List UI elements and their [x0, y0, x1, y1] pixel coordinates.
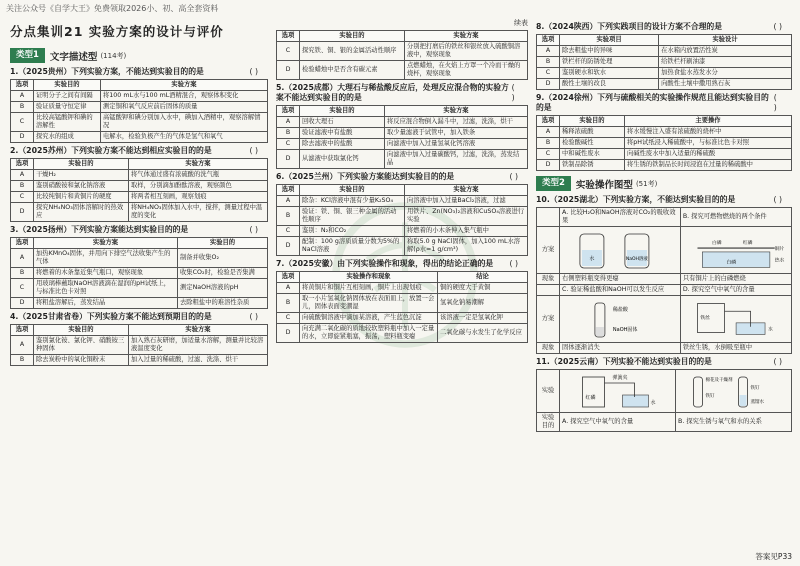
label-naoh-solid: NaOH固体: [612, 327, 638, 333]
question-3: [10, 225, 268, 235]
cell-purpose: 除去滤液中的盐酸: [300, 139, 385, 150]
cell-option: C: [537, 68, 560, 79]
cell-option: A: [11, 91, 34, 102]
header-plan: 实验方案: [34, 238, 178, 249]
cell-plan: 用铁片、Zn(NO₃)₂溶液和CuSO₄溶液进行实验: [405, 207, 528, 226]
cell-option: B: [11, 102, 34, 113]
answer-paren: ( ): [509, 172, 518, 181]
cell-option: B: [277, 294, 300, 313]
table-row: [11, 91, 268, 102]
option-c-phenomenon: 固体逐渐消失: [560, 343, 681, 354]
cell-option: D: [277, 61, 300, 80]
option-c-purpose: C. 验证稀盐酸和NaOH可以发生反应: [560, 285, 681, 296]
cell-plan: 将反应混合物倒入漏斗中，过滤，洗涤，烘干: [385, 117, 528, 128]
cell-operation: 将生锈的铁制品长时间浸泡在过量的稀硫酸中: [625, 160, 792, 171]
row-label-phenomenon: 现象: [537, 343, 560, 354]
cell-option: C: [11, 192, 34, 203]
question-2: [10, 146, 268, 156]
question-stem: 1.（2025贵州）下列实验方案，不能达到实验目的的是: [10, 67, 204, 76]
header-plan: 实验方案: [405, 31, 528, 42]
cell-conclusion: 氢氧化钠易潮解: [438, 294, 528, 313]
label-hcl: 稀盐酸: [612, 307, 628, 313]
cell-purpose: 检验酸碱性: [560, 138, 625, 149]
cell-design: 给铁栏杆刷油漆: [659, 57, 792, 68]
cell-purpose: 除杂：KCl溶液中混有少量K₂SO₄: [300, 196, 405, 207]
table-row: [277, 294, 528, 313]
cell-purpose: 测定NaOH溶液的pH: [178, 279, 268, 298]
section-type1: [10, 48, 268, 63]
cell-purpose: 去除粗盐中的难溶性杂质: [178, 298, 268, 309]
continued-label: 续表: [514, 19, 528, 27]
cell-purpose: 铁制品除锈: [560, 160, 625, 171]
label-water-d: 水: [767, 327, 773, 333]
cell-operation: 向碱性废水中加入适量的稀硫酸: [625, 149, 792, 160]
cell-operation: 向充满二氧化碳的质地较软塑料瓶中加入一定量的水，立即旋紧瓶塞，振荡，塑料瓶变瘪: [300, 324, 438, 343]
cell-purpose: 中和碱性废水: [560, 149, 625, 160]
header-plan: 实验方案: [129, 159, 268, 170]
label-white-p: 白磷: [711, 241, 722, 247]
table-row: [277, 313, 528, 324]
header-option: 选项: [11, 238, 34, 249]
section-tag: 类型2: [536, 176, 571, 191]
cell-option: A: [11, 170, 34, 181]
cell-plan: 将100 mL水与100 mL酒精混合，观察体积变化: [101, 91, 268, 102]
table-row: [537, 57, 792, 68]
label-red-p: 红磷: [742, 241, 753, 247]
cell-option: A: [537, 127, 560, 138]
cell-option: D: [537, 160, 560, 171]
option-b-purpose: B. 探究可燃物燃烧的两个条件: [680, 208, 791, 227]
row-label-empty: [537, 285, 560, 296]
question-4: [10, 312, 268, 322]
cell-plan: 将两者相互刻画，观察划痕: [129, 192, 268, 203]
cell-plan: 将燃着的木条靠近集气瓶口，观察现象: [34, 268, 178, 279]
table-row: [537, 46, 792, 57]
table-row: [11, 279, 268, 298]
cell-plan: 用玻璃棒蘸取NaOH溶液滴在湿润的pH试纸上，与标准比色卡对照: [34, 279, 178, 298]
label-nail-1: 铁钉: [705, 394, 715, 399]
row-label-experiment: 实验: [537, 370, 560, 413]
header-option: 选项: [11, 80, 34, 91]
cell-plan: 点燃蜡烛，在火焰上方罩一个冷而干燥的烧杯，观察现象: [405, 61, 528, 80]
table-row: [537, 160, 792, 171]
table-row: [277, 283, 528, 294]
cell-purpose: 从滤液中获取氯化钙: [300, 150, 385, 169]
table-row: [277, 42, 528, 61]
question-1: [10, 67, 268, 77]
table-row: [11, 268, 268, 279]
header-purpose: 实验目的: [34, 159, 129, 170]
cell-purpose: 比较高锰酸钾和碘的溶解性: [34, 113, 101, 132]
table-row: [11, 113, 268, 132]
cell-plan: 电解水，检验负极产生的气体是氢气和氧气: [101, 132, 268, 143]
header-option: 选项: [11, 325, 34, 336]
answer-paren: ( ): [773, 195, 782, 204]
table-row: [11, 170, 268, 181]
cell-purpose: 鉴别：N₂和CO₂: [300, 226, 405, 237]
cell-plan: 分别把打磨后的铁丝和银丝放入硫酸铜溶液中，观察现象: [405, 42, 528, 61]
cell-option: B: [537, 57, 560, 68]
table-row: [277, 128, 528, 139]
header-plan: 实验方案: [101, 80, 268, 91]
table-row: [537, 127, 792, 138]
top-note: 关注公众号《自学大王》免费领取2026小、初、高全套资料: [6, 4, 219, 13]
table-row: [277, 324, 528, 343]
cell-purpose: 干燥H₂: [34, 170, 129, 181]
cell-option: D: [277, 324, 300, 343]
figure-11b: [676, 370, 792, 413]
option-a-phenomenon: 右侧塑料瓶变得更瘪: [560, 274, 681, 285]
cell-purpose: 比较纯铜片和黄铜片的硬度: [34, 192, 129, 203]
cell-plan: 将燃着的小木条伸入集气瓶中: [405, 226, 528, 237]
question-stem: 8.（2024陕西）下列实践项目的设计方案不合理的是: [536, 22, 723, 31]
table-row: [537, 138, 792, 149]
question-stem: 6.（2025兰州）下列实验方案能达到实验目的的是: [276, 172, 455, 181]
header-operation: 实验操作和现象: [300, 272, 438, 283]
table-q2: [10, 158, 268, 222]
table-row: [11, 336, 268, 355]
cell-option: C: [11, 113, 34, 132]
section-name: 实验操作图型: [575, 179, 633, 191]
cell-purpose: 验证：铁、铜、银三种金属的活动性顺序: [300, 207, 405, 226]
cell-option: B: [11, 355, 34, 366]
cell-plan: 取少量滤液于试管中，加入铁条: [385, 128, 528, 139]
table-q4: [10, 324, 268, 366]
cell-conclusion: 该溶液一定是氢氧化钾: [438, 313, 528, 324]
figure-b: [680, 227, 791, 274]
table-q8: [536, 34, 792, 90]
cell-conclusion: 二氧化碳与水发生了化学反应: [438, 324, 528, 343]
option-b-purpose-11: B. 探究生锈与氧气和水的关系: [676, 413, 792, 432]
label-nail-2: 铁钉: [750, 386, 760, 391]
cell-operation: 将pH试纸浸入稀硫酸中，与标准比色卡对照: [625, 138, 792, 149]
answer-paren: ( ): [773, 22, 782, 31]
cell-purpose: 验证质量守恒定律: [34, 102, 101, 113]
header-option: 选项: [537, 35, 560, 46]
answer-paren: ( ): [773, 357, 782, 366]
table-row: [277, 117, 528, 128]
table-q6: [276, 184, 528, 256]
cell-option: C: [277, 139, 300, 150]
label-copper: 铜片: [774, 247, 785, 252]
cell-design: 加热食盐水蒸发水分: [659, 68, 792, 79]
answer-paren: ( ): [511, 83, 515, 102]
cell-option: A: [11, 336, 34, 355]
answer-paren: ( ): [773, 93, 777, 112]
cell-option: B: [11, 268, 34, 279]
header-option: 选项: [277, 106, 300, 117]
cell-purpose: 除去炭粉中的氧化铜粉末: [34, 355, 129, 366]
question-8: [536, 22, 792, 32]
table-row: [11, 181, 268, 192]
cell-purpose: 探究铁、铜、银的金属活动性顺序: [300, 42, 405, 61]
cell-operation: 向硫酸铜溶液中滴加某溶液，产生蓝色沉淀: [300, 313, 438, 324]
table-row: [277, 150, 528, 169]
option-a-purpose-11: A. 探究空气中氧气的含量: [560, 413, 676, 432]
table-row: [11, 132, 268, 143]
table-row: [11, 102, 268, 113]
cell-option: C: [277, 226, 300, 237]
table-q3: [10, 237, 268, 309]
cell-purpose: 探究NH₄NO₃固体溶解时的热效应: [34, 203, 129, 222]
cell-project: 酸性土壤的改良: [560, 79, 659, 90]
cell-option: D: [11, 298, 34, 309]
cell-operation: 将水缓慢注入盛有浓硫酸的烧杯中: [625, 127, 792, 138]
figure-a: [560, 227, 681, 274]
table-row: [11, 249, 268, 268]
cell-plan: 加入熟石灰研磨，加适量水溶解，测量并比较溶液温度变化: [129, 336, 268, 355]
cell-project: 鉴别硬水和软水: [560, 68, 659, 79]
column-left: [10, 0, 268, 566]
cell-project: 除去粗盐中的异味: [560, 46, 659, 57]
label-white-p-2: 白磷: [726, 260, 736, 266]
table-row: [11, 298, 268, 309]
cell-purpose: 鉴别硝酸铵和氯化钠溶液: [34, 181, 129, 192]
table-row: [277, 139, 528, 150]
header-plan: 实验方案: [405, 185, 528, 196]
table-row: [11, 355, 268, 366]
cell-option: D: [277, 150, 300, 169]
table-row: [277, 237, 528, 256]
cell-plan: 将气体通过盛有浓硫酸的洗气瓶: [129, 170, 268, 181]
question-stem: 11.（2025云南）下列实验不能达到实验目的的是: [536, 357, 712, 366]
question-9: [536, 93, 792, 113]
table-q10: [536, 207, 792, 354]
column-middle: [276, 0, 528, 566]
section-type2: [536, 176, 792, 191]
question-stem: 4.（2025甘肃省卷）下列实验方案不能达到预期目的的是: [10, 312, 212, 321]
header-operation: 主要操作: [625, 116, 792, 127]
cell-purpose: 稀释浓硫酸: [560, 127, 625, 138]
section-count: (51考): [635, 179, 658, 188]
row-label-design: 方案: [537, 296, 560, 343]
cell-option: D: [11, 203, 34, 222]
table-q11: [536, 369, 792, 432]
cell-plan: 向滤液中加入过量碳酸钙，过滤，洗涤，蒸发结晶: [385, 150, 528, 169]
question-stem: 5.（2025成都）大理石与稀盐酸反应后，处理反应混合物的实验方案不能达到实验目的的是: [276, 83, 509, 102]
header-purpose: 实验目的: [34, 80, 101, 91]
header-plan: 实验方案: [385, 106, 528, 117]
table-row: [277, 196, 528, 207]
cell-option: D: [11, 132, 34, 143]
question-7: [276, 259, 528, 269]
answer-paren: ( ): [249, 312, 258, 321]
cell-option: B: [277, 128, 300, 139]
cell-plan: 向溶液中加入过量BaCl₂溶液，过滤: [405, 196, 528, 207]
cell-purpose: 回收大理石: [300, 117, 385, 128]
figure-c: [560, 296, 681, 343]
option-a-purpose: A. 比较H₂O和NaOH溶液对CO₂的吸收效果: [560, 208, 681, 227]
cell-plan: 取样，分别滴加酚酞溶液，观察颜色: [129, 181, 268, 192]
option-b-phenomenon: 只有铜片上的白磷燃烧: [680, 274, 791, 285]
header-plan: 实验方案: [129, 325, 268, 336]
cell-design: 向酸性土壤中撒用熟石灰: [659, 79, 792, 90]
cell-option: A: [537, 46, 560, 57]
cell-option: B: [537, 138, 560, 149]
label-clamp: 弹簧夹: [612, 375, 628, 381]
cell-purpose: 配制：100 g溶质质量分数为5%的NaCl溶液: [300, 237, 405, 256]
cell-option: B: [277, 207, 300, 226]
page-title: 分点集训21 实验方案的设计与评价: [10, 24, 224, 39]
cell-option: A: [277, 196, 300, 207]
table-q1: [10, 79, 268, 143]
table-row: [537, 149, 792, 160]
header-purpose: 实验目的: [300, 31, 405, 42]
question-stem: 10.（2025湖北）下列实验方案，不能达到实验目的的是: [536, 195, 736, 204]
header-purpose: 实验目的: [300, 106, 385, 117]
cell-operation: 将黄铜片和铜片互相刻画，铜片上出现划痕: [300, 283, 438, 294]
cell-plan: 称取5.0 g NaCl固体，加入100 mL水溶解(ρ水=1 g/cm³): [405, 237, 528, 256]
table-row: [11, 203, 268, 222]
answer-paren: ( ): [249, 146, 258, 155]
row-label-design: 方案: [537, 227, 560, 274]
table-row: [11, 192, 268, 203]
cell-option: A: [277, 283, 300, 294]
column-right: [536, 0, 792, 566]
cell-option: D: [277, 237, 300, 256]
header-conclusion: 结论: [438, 272, 528, 283]
question-stem: 3.（2025扬州）下列实验方案能达到实验目的的是: [10, 225, 189, 234]
header-option: 选项: [11, 159, 34, 170]
header-project: 实验项目: [560, 35, 659, 46]
cell-option: C: [11, 279, 34, 298]
answer-paren: ( ): [509, 259, 518, 268]
table-row: [277, 226, 528, 237]
cell-option: D: [537, 79, 560, 90]
label-water-11: 水: [650, 400, 656, 406]
cell-purpose: 收集CO₂时，检验是否集满: [178, 268, 268, 279]
header-option: 选项: [277, 31, 300, 42]
header-purpose: 实验目的: [34, 325, 129, 336]
figure-d: [680, 296, 791, 343]
cell-purpose: 鉴别氯化铵、氯化钾、硝酸铵三种固体: [34, 336, 129, 355]
cell-purpose: 制备并收集O₂: [178, 249, 268, 268]
table-row: [537, 79, 792, 90]
cell-option: B: [11, 181, 34, 192]
question-11: [536, 357, 792, 367]
cell-purpose: 验证滤液中有盐酸: [300, 128, 385, 139]
header-option: 选项: [537, 116, 560, 127]
option-d-phenomenon: 铁丝生锈，水倒吸至瓶中: [680, 343, 791, 354]
section-tag: 类型1: [10, 48, 45, 63]
header-purpose: 实验目的: [300, 185, 405, 196]
label-distilled-water: 蒸馏水: [750, 400, 764, 405]
table-row: [277, 207, 528, 226]
figure-11a: [560, 370, 676, 413]
question-stem: 2.（2025苏州）下列实验方案不能达到相应实验目的的是: [10, 146, 212, 155]
header-purpose: 实验目的: [560, 116, 625, 127]
cell-operation: 取一小片氢氧化钠固体放在表面皿上，放置一会儿，固体表面变潮湿: [300, 294, 438, 313]
table-q7: [276, 271, 528, 343]
cell-conclusion: 铜的硬度大于黄铜: [438, 283, 528, 294]
cell-plan: 加入过量的稀硫酸，过滤、洗涤、烘干: [129, 355, 268, 366]
cell-option: C: [277, 42, 300, 61]
cell-plan: 将粗盐溶解后，蒸发结晶: [34, 298, 178, 309]
cell-option: A: [277, 117, 300, 128]
section-count: (114考): [100, 51, 127, 60]
question-10: [536, 195, 792, 205]
cell-plan: 向滤液中加入过量氢氧化钙溶液: [385, 139, 528, 150]
cell-design: 在水箱内放置活性炭: [659, 46, 792, 57]
question-stem: 7.（2025安徽）由下列实验操作和现象，得出的结论正确的是: [276, 259, 494, 268]
header-design: 实验设计: [659, 35, 792, 46]
cell-option: A: [11, 249, 34, 268]
section-name: 文字描述型: [49, 51, 98, 63]
row-label-purpose: 实验目的: [537, 413, 560, 432]
cell-option: C: [277, 313, 300, 324]
row-label-phenomenon: 现象: [537, 274, 560, 285]
cell-plan: 测定铜和氧气反应前后固体的质量: [101, 102, 268, 113]
table-q4-continued: [276, 30, 528, 80]
label-hot-water: 热水: [774, 258, 785, 264]
cell-purpose: 证明分子之间有间隔: [34, 91, 101, 102]
table-row: [277, 61, 528, 80]
answer-paren: ( ): [249, 225, 258, 234]
question-stem: 9.（2024徐州）下列与硫酸相关的实验操作规范且能达到实验目的的是: [536, 93, 769, 112]
cell-purpose: 探究水的组成: [34, 132, 101, 143]
question-6: [276, 172, 528, 182]
label-red-p-11: 红磷: [585, 395, 596, 401]
cell-option: C: [537, 149, 560, 160]
option-d-purpose: D. 探究空气中氧气的含量: [680, 285, 791, 296]
cell-plan: 高锰酸钾和碘分别加入水中，碘加入酒精中，观察溶解情况: [101, 113, 268, 132]
question-5: [276, 83, 528, 103]
label-naoh: NaOH溶液: [625, 257, 648, 262]
cell-plan: 将NH₄NO₃固体加入水中，搅拌，测量过程中温度的变化: [129, 203, 268, 222]
table-q9: [536, 115, 792, 171]
table-q5: [276, 105, 528, 169]
label-iron-wire: 铁丝: [700, 316, 710, 321]
table-row: [537, 68, 792, 79]
cell-project: 铁栏杆的防锈处理: [560, 57, 659, 68]
header-option: 选项: [277, 272, 300, 283]
answer-paren: ( ): [249, 67, 258, 76]
header-option: 选项: [277, 185, 300, 196]
cell-plan: 加热KMnO₄固体，并用向下排空气法收集产生的气体: [34, 249, 178, 268]
label-cotton: 棉花及干燥剂: [705, 378, 733, 383]
header-purpose: 实验目的: [178, 238, 268, 249]
cell-purpose: 检验蜡烛中是否含有碳元素: [300, 61, 405, 80]
page-label: 答案见P33: [755, 552, 792, 561]
label-water: 水: [589, 256, 595, 262]
